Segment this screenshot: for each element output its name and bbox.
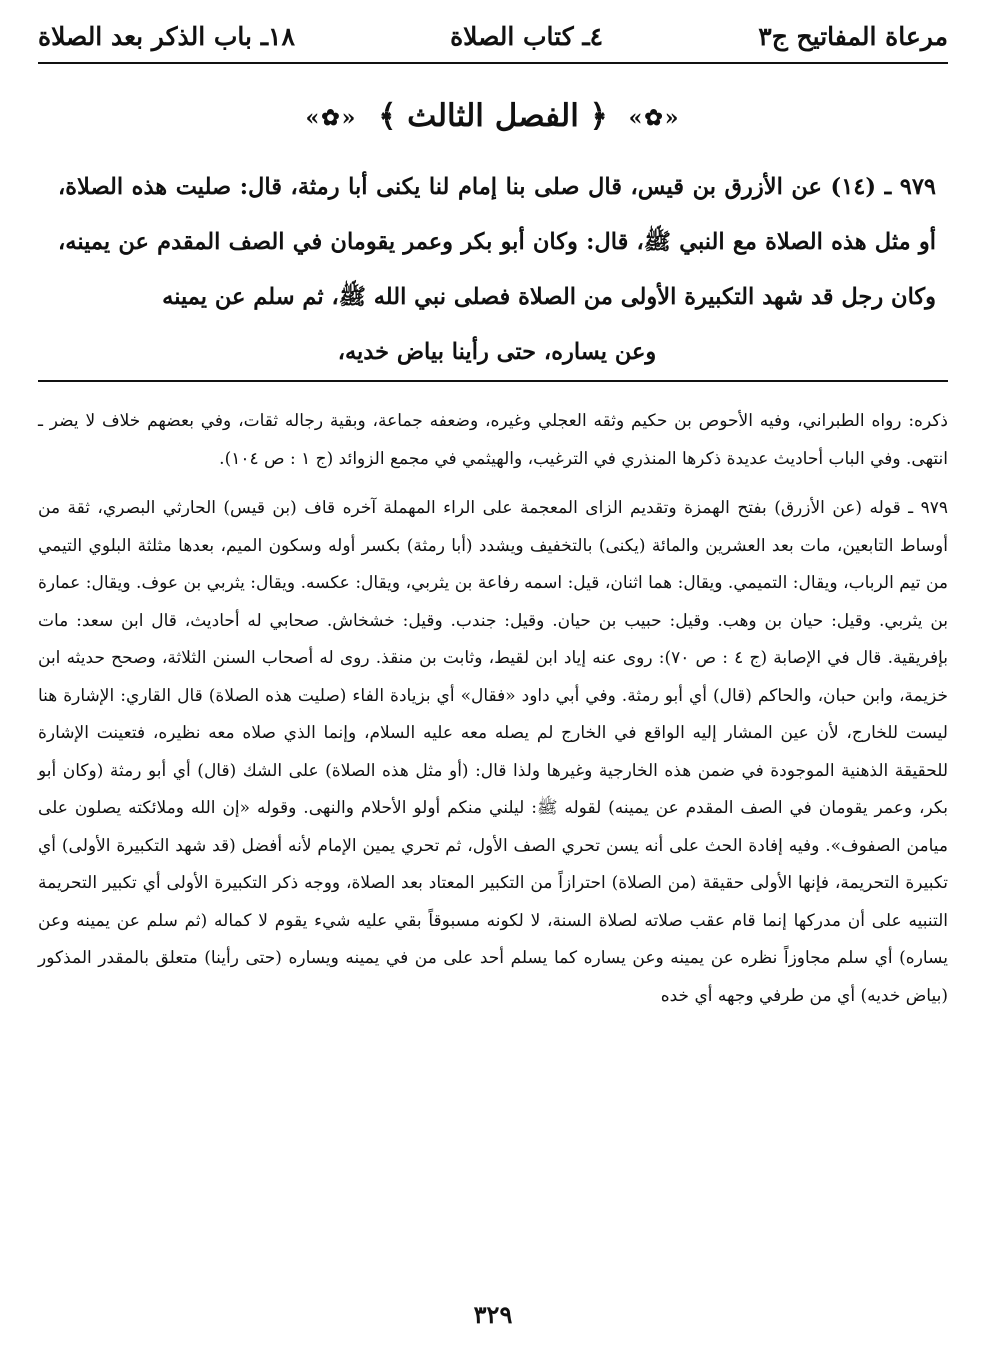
commentary-block — [38, 403, 948, 1015]
header-divider — [38, 62, 948, 64]
ornament-left-icon: «✿» — [305, 104, 358, 131]
hadith-text: ٩٧٩ ـ (١٤) عن الأزرق بن قيس، قال صلى بنا إمام لنا يكنى أبا رمثة، قال: صليت هذه الصلاة، أو مثل هذه الصلاة مع النبي ﷺ، قال: وكان أبو بكر وعمر يقومان في الصف المقدم عن يمينه، وكان رجل قد شهد التكبيرة الأولى من الصلاة فصلى نبي الله ﷺ، ثم سلم عن يمينه — [58, 174, 937, 310]
section-title: ﴿ الفصل الثالث ﴾ — [378, 98, 608, 134]
hadith-text-block — [58, 160, 936, 380]
running-header — [38, 14, 948, 58]
section-heading — [0, 98, 986, 134]
hadith-text-tail: وعن يساره، حتى رأينا بياض خديه، — [337, 339, 657, 365]
page-number: ٣٢٩ — [473, 1300, 513, 1329]
commentary-paragraph-sharh: ٩٧٩ ـ قوله (عن الأزرق) بفتح الهمزة وتقديم الزاى المعجمة على الراء المهملة آخره قاف (بن قيس) الحارثي البصري، ثقة من أوساط التابعين، مات بعد العشرين والمائة (يكنى) بالتخفيف ويشدد (أبا رمثة) بكسر أوله وسكون الميم، بعدها مثلثة البلوي التيمي من تيم الرباب، ويقال: التميمي. ويقال: هما اثنان، قيل: اسمه رفاعة بن يثربي، ويقال: عكسه. ويقال: يثربي بن عوف. ويقال: عمارة بن يثربي. وقيل: حيان بن وهب. وقيل: حبيب بن حيان. وقيل: جندب. وقيل: خشخاش. صحابي له أحاديث، قال ابن سعد: مات بإفريقية. قال في الإصابة (ج ٤ : ص ٧٠): روى عنه إياد ابن لقيط، وثابت بن منقذ. روى له أصحاب السنن الثلاثة، وصحح حديثه ابن خزيمة، وابن حبان، والحاكم (قال) أي أبو رمثة. وفي أبي داود «فقال» أي بزيادة الفاء (صليت هذه الصلاة) قال القاري: الإشارة هنا ليست للخارج، لأن عين المشار إليه الواقع في الخارج لم يصله معه عليه السلام، وإنما الذي صلاه معه نظيره، فتعينت الإشارة للحقيقة الذهنية الموجودة في ضمن هذه الخارجية وغيرها ولذا قال: (أو مثل هذه الصلاة) على الشك (قال) أي أبو رمثة (وكان أبو بكر، وعمر يقومان في الصف المقدم عن يمينه) لقوله ﷺ: ليلني منكم أولو الأحلام والنهى. وقوله «إن الله وملائكته يصلون على ميامن الصفوف». وفيه إفادة الحث على أنه يسن تحري الصف الأول، ثم تحري يمين الإمام لأنه أفضل (قد شهد التكبيرة الأولى) أي تكبيرة التحريمة، فإنها الأولى حقيقة (من الصلاة) احترازاً من التكبير المعتاد بعد الصلاة، ووجه ذكر التكبيرة الأولى أي تكبير التحريمة التنبيه على أن مدركها إنما قام عقب صلاته لصلاة السنة، لا لكونه مسبوقاً بقي عليه شيء يقوم لا كماله (ثم سلم عن يمينه وعن يساره) أي سلم مجاوزاً نظره عن يمينه وعن يساره كما يسلم أحد على من في يمينه ويساره (حتى رأينا) متعلق بالمقدر المذكور (بياض خديه) أي من طرفي وجهه أي خده — [38, 498, 949, 1006]
ornament-right-icon: «✿» — [628, 104, 681, 131]
header-chapter-title: ٤ـ كتاب الصلاة — [450, 21, 604, 51]
header-section-title: ١٨ـ باب الذكر بعد الصلاة — [38, 21, 295, 51]
header-book-title: مرعاة المفاتيح ج٣ — [758, 21, 948, 51]
commentary-paragraph-takhrij: ذكره: رواه الطبراني، وفيه الأحوص بن حكيم وثقه العجلي وغيره، وضعفه جماعة، وبقية رجاله ثقات، وفي بعضهم خلاف لا يضر ـ انتهى. وفي الباب أحاديث عديدة ذكرها المنذري في الترغيب، والهيثمي في مجمع الزوائد (ج ١ : ص ١٠٤). — [38, 411, 948, 469]
text-commentary-divider — [38, 380, 948, 382]
